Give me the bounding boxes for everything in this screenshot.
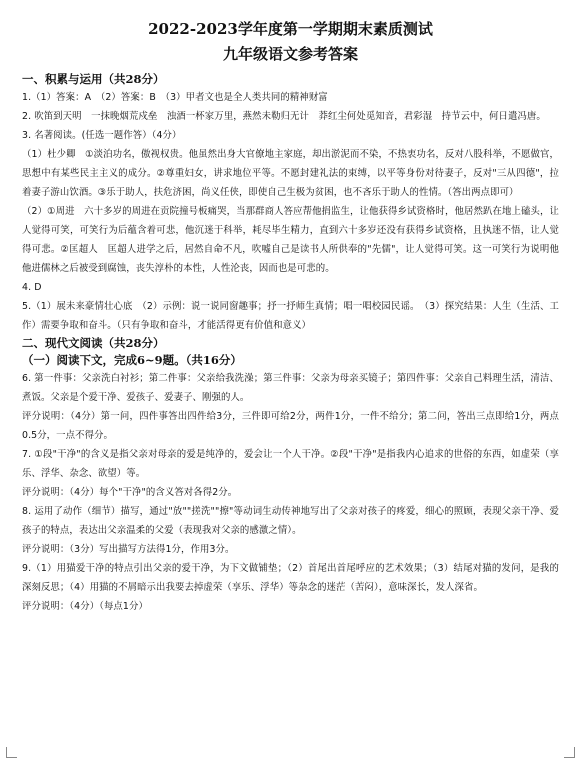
answer-line: 5.（1）展未来豪情壮心底 （2）示例：说一说同窗趣事；抒一抒师生真情；唱一唱校园民谣。 （3）探究结果：人生（生活、工作）需要争取和奋斗。（只有争取和奋斗，才能活得更有价值和意义） [22,301,559,331]
answer-line: 3. 名著阅读。(任选一题作答）（4分） [22,130,182,141]
answer-line: （2）①周进 六十多岁的周进在贡院撞号板痛哭，当那群商人答应帮他捐监生，让他获得乡试资格时，他居然趴在地上磕头，让人觉得可笑，可笑行为后蕴含着可悲，他沉迷于科举，耗尽毕生精力，直到六十多岁还没有获得乡试资格，且执迷不悟，让人觉得可悲。②匡超人 匡超人进学之后，居然自命不凡，吹嘘自己是读书人所供奉的"先儒"，让人觉得可笑。这一可笑行为说明他他进儒林之后被受到腐蚀，丧失淳朴的本性，人性沦丧，因而也是可悲的。 [22,206,559,274]
page-title: 2022-2023学年度第一学期期末素质测试 [148,20,433,38]
answer-line: 4. D [22,282,42,293]
page-corner-mark [564,747,575,758]
section-body [0,88,581,335]
section-heading: 二、现代文阅读（共28分） [22,336,165,350]
answer-line: 2. 吹笛到天明 一抹晚烟荒戍垒 浊酒一杯家万里，燕然未勒归无计 莽红尘何处觅知音，君彩湿 持节云中，何日遣冯唐。 [22,111,546,122]
answer-line: 9.（1）用猫爱干净的特点引出父亲的爱干净，为下文做铺垫；（2）首尾出首尾呼应的艺术效果；（3）结尾对猫的发问，是我的深刻反思；（4）用猫的不屑暗示出我要去掉虚荣（享乐、浮华）等杂念的迷茫（苦闷），意味深长，发人深省。 [22,563,559,593]
page-subtitle: 九年级语文参考答案 [222,45,358,63]
section-heading: 一、积累与运用（共28分） [22,72,165,86]
section-modern-reading [0,335,581,616]
answer-line: （1）杜少卿 ①淡泊功名，傲视权贵。他虽然出身大官僚地主家庭，却出淤泥而不染，不热衷功名，反对八股科举，不愿做官，思想中有某些民主主义的成分。②尊重妇女，讲求地位平等。不愿封建礼法的束缚，以平等身份对待妻子，反对"三从四德"，拉着妻子游山饮酒。③乐于助人，扶危济困，尚义任侠，即使自己生极为贫困，也不吝乐于助人的性情。（答出两点即可） [22,149,559,198]
subsection-heading: （一）阅读下文，完成6~9题。（共16分） [22,353,242,367]
scoring-note: 评分说明：（4分）每个"干净"的含义答对各得2分。 [22,487,238,498]
answer-line: 1.（1）答案：A （2）答案：B （3）甲者文也是全人类共同的精神财富 [22,92,328,103]
section-body [0,369,581,616]
scoring-note: 评分说明：（3分）写出描写方法得1分，作用3分。 [22,544,235,555]
scoring-note: 评分说明：（4分）（每点1分） [22,601,148,612]
answer-line: 8. 运用了动作（细节）描写，通过"放""搓洗""擦"等动词生动传神地写出了父亲对孩子的疼爱，细心的照顾，表现父亲干净、爱孩子的特点，表达出父亲温柔的父爱（表现我对父亲的感激之情）。 [22,506,559,536]
scoring-note: 评分说明：（4分）第一问，四件事答出四件给3分，三件即可给2分，两件1分，一件不给分；第二问，答出三点即给1分，两点0.5分，一点不得分。 [22,411,559,441]
answer-line: 6. 第一件事：父亲洗白衬衫；第二件事：父亲给我洗澡；第三件事：父亲为母亲买镜子；第四件事：父亲自己料理生活，清洁、煮饭。父亲是个爱干净、爱孩子、爱妻子、刚强的人。 [22,373,559,403]
section-accumulation [0,71,581,335]
answer-line: 7. ①段"干净"的含义是指父亲对母亲的爱是纯净的，爱会让一个人干净。②段"干净"是指我内心追求的世俗的东西，如虚荣（享乐、浮华、杂念、欲望）等。 [22,449,559,479]
page-corner-mark [6,747,17,758]
